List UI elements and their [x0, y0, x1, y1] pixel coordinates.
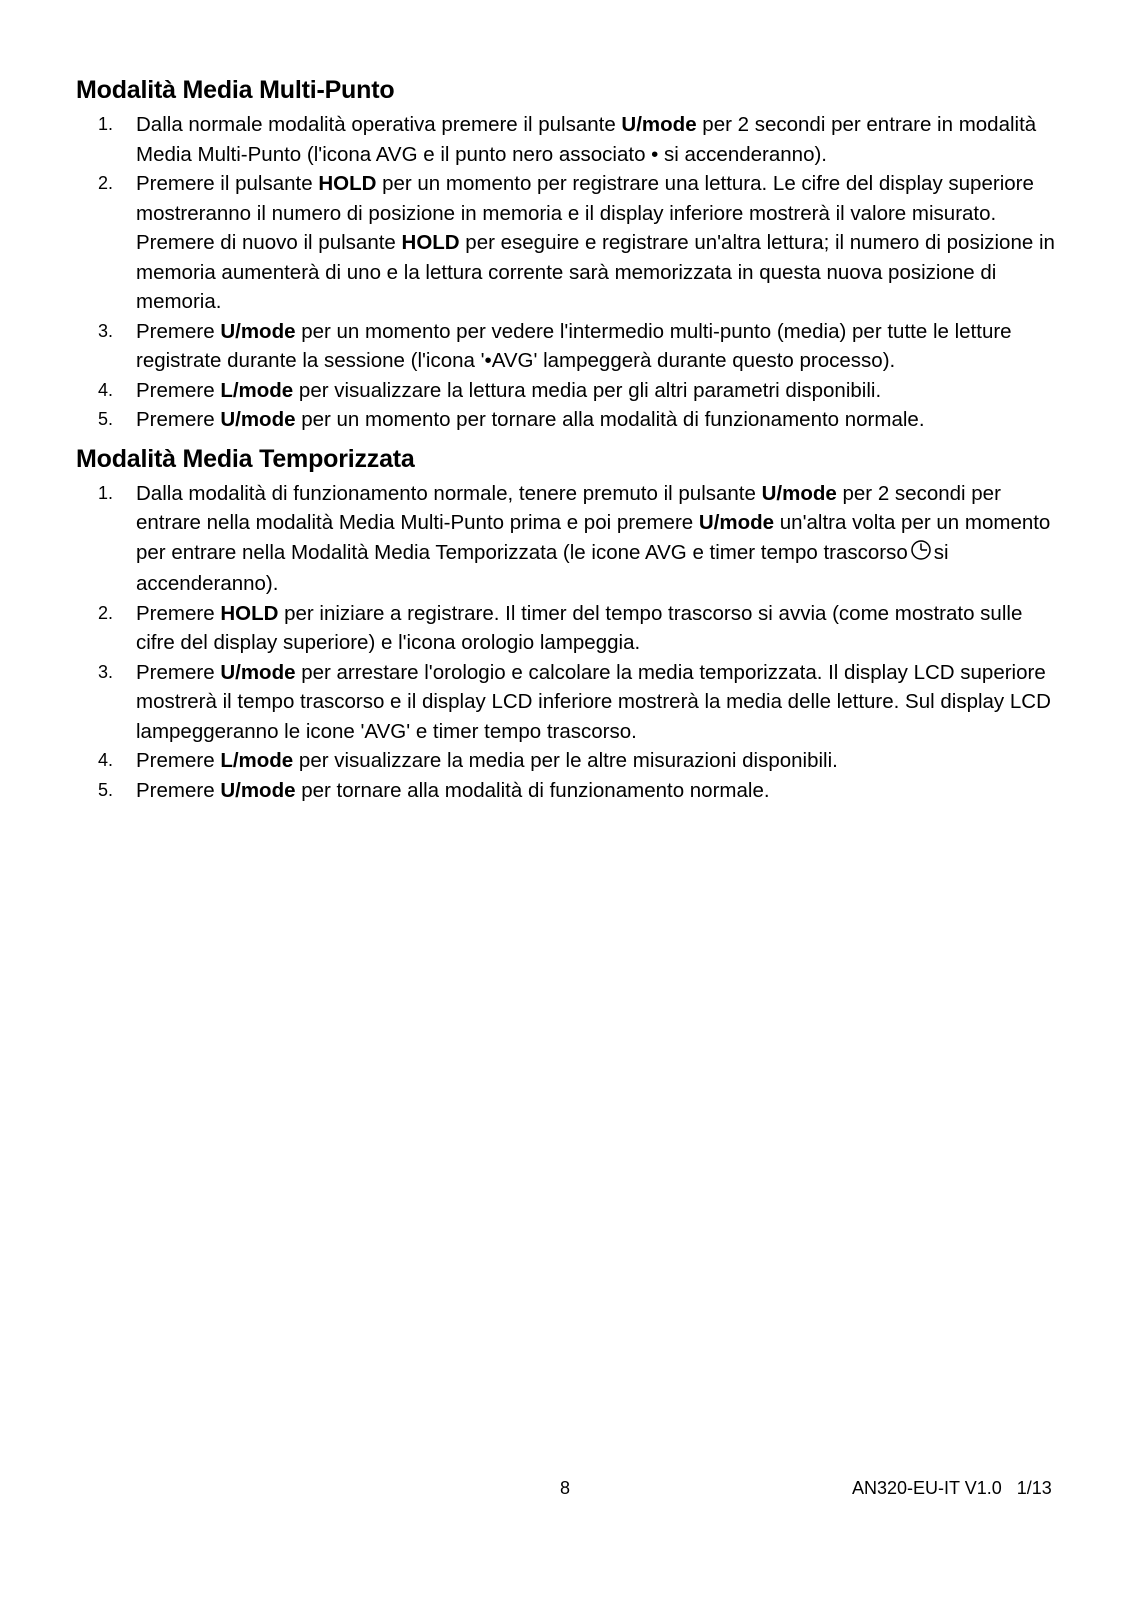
- item-number: 4.: [98, 379, 114, 400]
- item-text: Premere: [136, 749, 221, 772]
- item-text: Premere: [136, 778, 221, 802]
- document-reference: AN320-EU-IT V1.0 1/13: [852, 1478, 1052, 1498]
- button-name: HOLD: [220, 601, 279, 625]
- item-text: per un momento per vedere l'intermedio multi-punto (media) per tutte le letture registrate durante la sessione (l'icona '•AVG' lampeggerà durante questo processo).: [136, 319, 1012, 372]
- item-text: Premere il pulsante: [136, 172, 319, 195]
- item-text: Dalla normale modalità operativa premere il pulsante: [136, 113, 622, 136]
- item-text: un'altra volta per un momento per entrare nella Modalità Media Temporizzata (le icone AVG e timer tempo trascorso: [136, 511, 1051, 564]
- button-name: U/mode: [220, 408, 296, 431]
- list-item: [76, 599, 1056, 658]
- button-name: L/mode: [220, 378, 294, 402]
- section-multi-point: [76, 74, 1056, 435]
- list-item: [76, 479, 1056, 599]
- item-text: per tornare alla modalità di funzionamento normale.: [295, 778, 770, 802]
- button-name: U/mode: [761, 481, 837, 505]
- list-item: [76, 658, 1056, 747]
- item-text: Premere: [136, 319, 221, 343]
- button-name: HOLD: [401, 231, 460, 254]
- page-content: [76, 74, 1056, 805]
- button-name: L/mode: [220, 749, 294, 772]
- button-name: HOLD: [318, 172, 377, 195]
- list-item: [76, 110, 1056, 169]
- item-text: per 2 secondi per entrare nella modalità Media Multi-Punto prima e poi premere: [136, 481, 1001, 534]
- list-item: [76, 317, 1056, 376]
- item-number: 2.: [98, 173, 114, 193]
- item-text: per visualizzare la lettura media per gli altri parametri disponibili.: [293, 378, 882, 402]
- item-text: Premere: [136, 378, 221, 402]
- item-text: Premere: [136, 408, 221, 431]
- clock-icon: [910, 539, 932, 570]
- section-title: Modalità Media Temporizzata: [76, 444, 415, 473]
- item-text: per visualizzare la media per le altre misurazioni disponibili.: [293, 749, 838, 772]
- item-text: Premere: [136, 601, 221, 625]
- steps-list: [76, 110, 1056, 435]
- item-text: per 2 secondi per entrare in modalità Media Multi-Punto (l'icona AVG e il punto nero associato • si accenderanno).: [136, 113, 1037, 166]
- button-name: U/mode: [220, 778, 296, 802]
- steps-list: [76, 479, 1056, 806]
- list-item: [76, 776, 1056, 806]
- list-item: [76, 169, 1056, 317]
- item-text: Premere: [136, 660, 221, 684]
- button-name: U/mode: [220, 660, 296, 684]
- item-number: 3.: [98, 320, 114, 341]
- section-timed: [76, 443, 1056, 806]
- list-item: [76, 746, 1056, 776]
- section-title: Modalità Media Multi-Punto: [76, 76, 395, 104]
- button-name: U/mode: [621, 113, 697, 136]
- item-text: per un momento per tornare alla modalità di funzionamento normale.: [295, 408, 925, 431]
- item-number: 1.: [98, 482, 114, 503]
- item-number: 5.: [98, 409, 114, 429]
- item-number: 5.: [98, 779, 114, 800]
- item-text: per arrestare l'orologio e calcolare la media temporizzata. Il display LCD superiore mostrerà il tempo trascorso e il display LCD inferiore mostrerà la media delle letture. Sul display LCD lampeggeranno le icone 'AVG' e timer tempo trascorso.: [136, 660, 1051, 743]
- item-number: 4.: [98, 750, 114, 770]
- item-text: per eseguire e registrare un'altra lettura; il numero di posizione in memoria aumenterà di uno e la lettura corrente sarà memorizzata in questa nuova posizione di memoria.: [136, 231, 1055, 313]
- list-item: [76, 376, 1056, 406]
- item-number: 1.: [98, 114, 114, 134]
- list-item: [76, 405, 1056, 435]
- item-text: per iniziare a registrare. Il timer del tempo trascorso si avvia (come mostrato sulle cifre del display superiore) e l'icona orologio lampeggia.: [136, 601, 1023, 654]
- item-text: per un momento per registrare una lettura. Le cifre del display superiore mostreranno il numero di posizione in memoria e il display inferiore mostrerà il valore misurato. Premere di nuovo il pulsante: [136, 172, 1034, 254]
- item-number: 2.: [98, 602, 114, 623]
- item-text: Dalla modalità di funzionamento normale, tenere premuto il pulsante: [136, 481, 762, 505]
- item-text: si accenderanno).: [136, 540, 949, 595]
- button-name: U/mode: [220, 319, 296, 343]
- button-name: U/mode: [698, 511, 775, 534]
- page-number: 8: [560, 1478, 571, 1498]
- item-number: 3.: [98, 661, 114, 682]
